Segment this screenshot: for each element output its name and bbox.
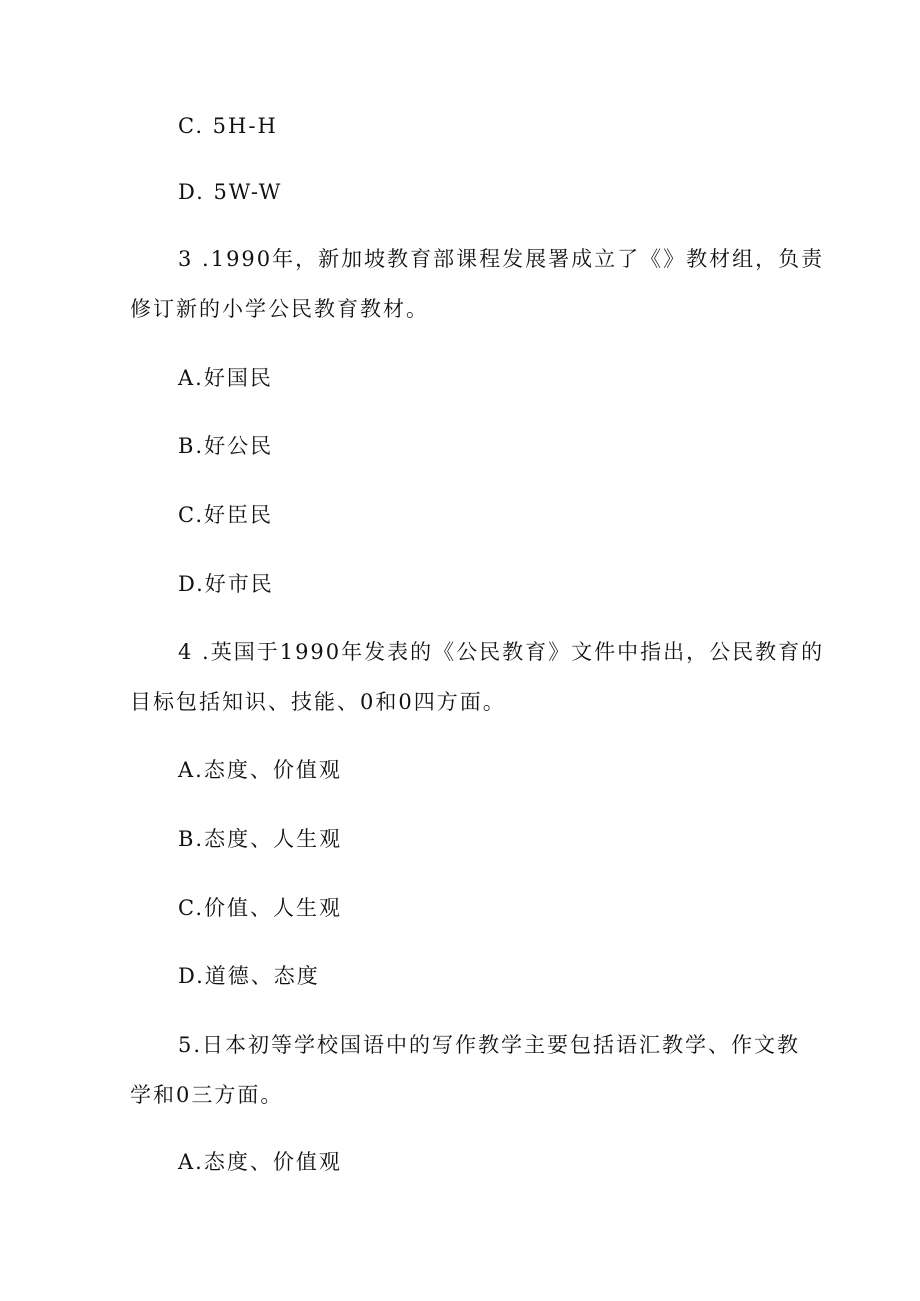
option-a-q3: A.好国民 bbox=[178, 366, 273, 390]
option-c-q2: C. 5H-H bbox=[178, 114, 278, 138]
option-c-q4: C.价值、人生观 bbox=[178, 896, 342, 920]
option-a-q5: A.态度、价值观 bbox=[178, 1150, 342, 1174]
option-b-q3: B.好公民 bbox=[178, 434, 274, 458]
question-3-continuation: 修订新的小学公民教育教材。 bbox=[130, 297, 429, 321]
option-c-q3: C.好臣民 bbox=[178, 503, 273, 527]
option-d-q4: D.道德、态度 bbox=[178, 964, 320, 988]
question-4-text: 4 .英国于1990年发表的《公民教育》文件中指出，公民教育的 bbox=[178, 640, 825, 664]
option-d-q3: D.好市民 bbox=[178, 572, 274, 596]
question-3-text: 3 .1990年，新加坡教育部课程发展署成立了《》教材组，负责 bbox=[178, 247, 825, 271]
question-5-text: 5.日本初等学校国语中的写作教学主要包括语汇教学、作文教 bbox=[178, 1033, 801, 1057]
option-a-q4: A.态度、价值观 bbox=[178, 758, 342, 782]
question-5-continuation: 学和0三方面。 bbox=[130, 1083, 284, 1107]
option-b-q4: B.态度、人生观 bbox=[178, 827, 343, 851]
question-4-continuation: 目标包括知识、技能、0和0四方面。 bbox=[130, 690, 506, 714]
option-d-q2: D. 5W-W bbox=[178, 180, 283, 204]
